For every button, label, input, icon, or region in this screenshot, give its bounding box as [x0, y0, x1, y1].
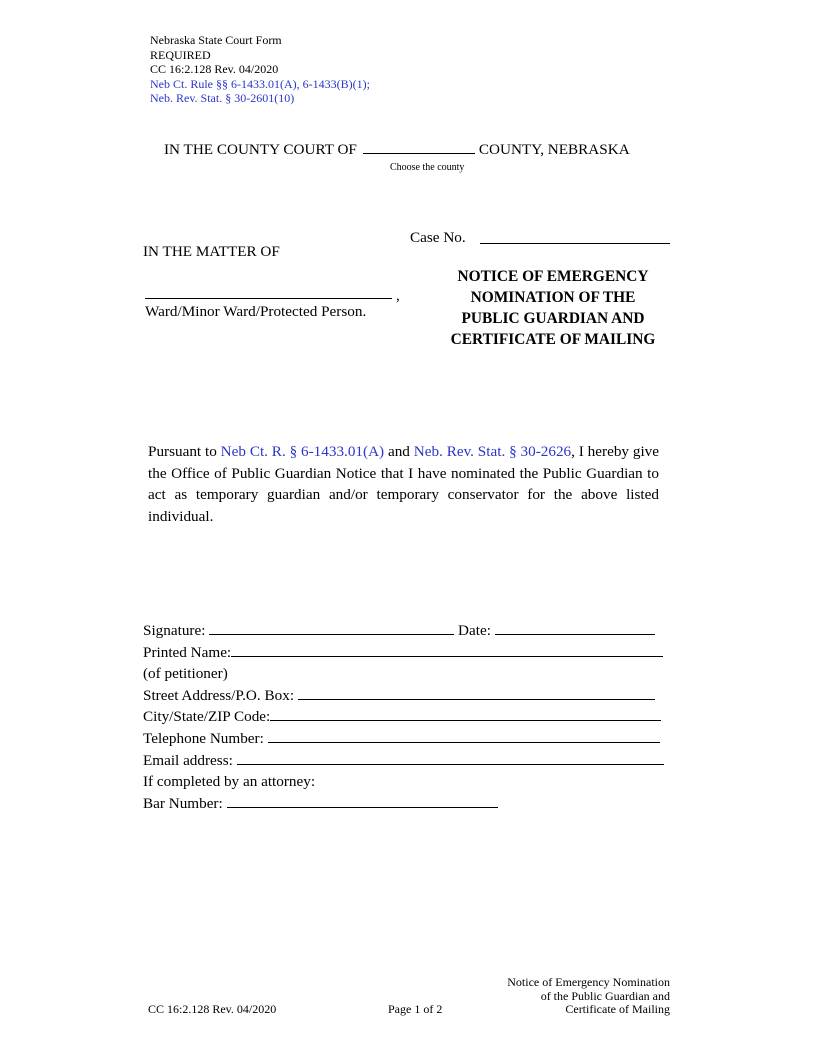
court-rule-link[interactable]: Neb Ct. R. § 6-1433.01(A) — [220, 443, 385, 460]
form-state-label: Nebraska State Court Form — [150, 33, 282, 47]
body-part-2: and — [384, 443, 414, 460]
statute-reference-link[interactable]: Neb. Rev. Stat. § 30-2601(10) — [150, 91, 295, 106]
signature-label: Signature: — [143, 622, 206, 639]
bar-label: Bar Number: — [143, 794, 223, 812]
form-id-label: CC 16:2.128 Rev. 04/2020 — [150, 62, 279, 77]
date-field[interactable] — [495, 620, 655, 635]
printed-name-label: Printed Name: — [143, 643, 232, 661]
court-suffix: COUNTY, NEBRASKA — [478, 141, 630, 158]
county-select-field[interactable] — [363, 141, 475, 154]
notice-paragraph — [148, 441, 659, 527]
printed-name-row — [143, 642, 664, 664]
date-label: Date: — [458, 622, 491, 639]
matter-label: IN THE MATTER OF — [143, 243, 280, 260]
ward-comma: , — [396, 287, 400, 304]
street-field[interactable] — [298, 685, 655, 700]
email-field[interactable] — [237, 750, 664, 765]
signature-row — [143, 620, 664, 642]
ward-label: Ward/Minor Ward/Protected Person. — [145, 303, 367, 320]
city-row — [143, 706, 664, 728]
case-number-field[interactable] — [480, 243, 670, 244]
city-label: City/State/ZIP Code: — [143, 708, 271, 726]
form-header — [150, 33, 370, 106]
footer-page-number: Page 1 of 2 — [388, 1002, 443, 1016]
court-line — [164, 141, 630, 159]
form-required-label: REQUIRED — [150, 47, 211, 62]
phone-label: Telephone Number: — [143, 729, 264, 747]
footer-title-line-2: of the Public Guardian and — [540, 988, 670, 1003]
document-title — [430, 266, 676, 350]
petitioner-label: (of petitioner) — [143, 665, 228, 683]
phone-field[interactable] — [268, 728, 660, 743]
footer-form-id: CC 16:2.128 Rev. 04/2020 — [148, 1002, 277, 1016]
footer-title-line-3: Certificate of Mailing — [565, 1002, 670, 1016]
body-part-1: Pursuant to — [148, 443, 221, 460]
printed-name-field[interactable] — [231, 642, 663, 657]
ward-name-field[interactable] — [145, 298, 392, 299]
phone-row — [143, 728, 664, 750]
email-label: Email address: — [143, 751, 233, 769]
title-line-2: NOMINATION OF THE — [470, 289, 636, 306]
email-row — [143, 750, 664, 772]
rule-reference-link[interactable]: Neb Ct. Rule §§ 6-1433.01(A), 6-1433(B)(1); — [150, 76, 370, 91]
attorney-label: If completed by an attorney: — [143, 773, 316, 791]
footer-title — [507, 976, 670, 1017]
county-hint: Choose the county — [390, 162, 465, 173]
title-line-1: NOTICE OF EMERGENCY — [457, 268, 649, 285]
statute-link[interactable]: Neb. Rev. Stat. § 30-2626 — [413, 443, 572, 460]
title-line-4: CERTIFICATE OF MAILING — [450, 331, 656, 348]
street-label: Street Address/P.O. Box: — [143, 686, 295, 704]
title-line-3: PUBLIC GUARDIAN AND — [461, 310, 645, 327]
signature-field[interactable] — [209, 620, 454, 635]
case-number-label: Case No. — [410, 229, 466, 246]
signature-block — [143, 620, 664, 814]
bar-field[interactable] — [227, 793, 498, 808]
body-part-3: , I hereby give the Office of Public Guardian Notice that I have nominated the Public Guardian to act as temporary guardian and/or temporary conservator for the above listed individual. — [148, 443, 659, 525]
street-row — [143, 685, 664, 707]
court-prefix: IN THE COUNTY COURT OF — [164, 141, 357, 158]
city-field[interactable] — [270, 706, 661, 721]
bar-row — [143, 793, 664, 815]
footer-title-line-1: Notice of Emergency Nomination — [507, 975, 670, 989]
